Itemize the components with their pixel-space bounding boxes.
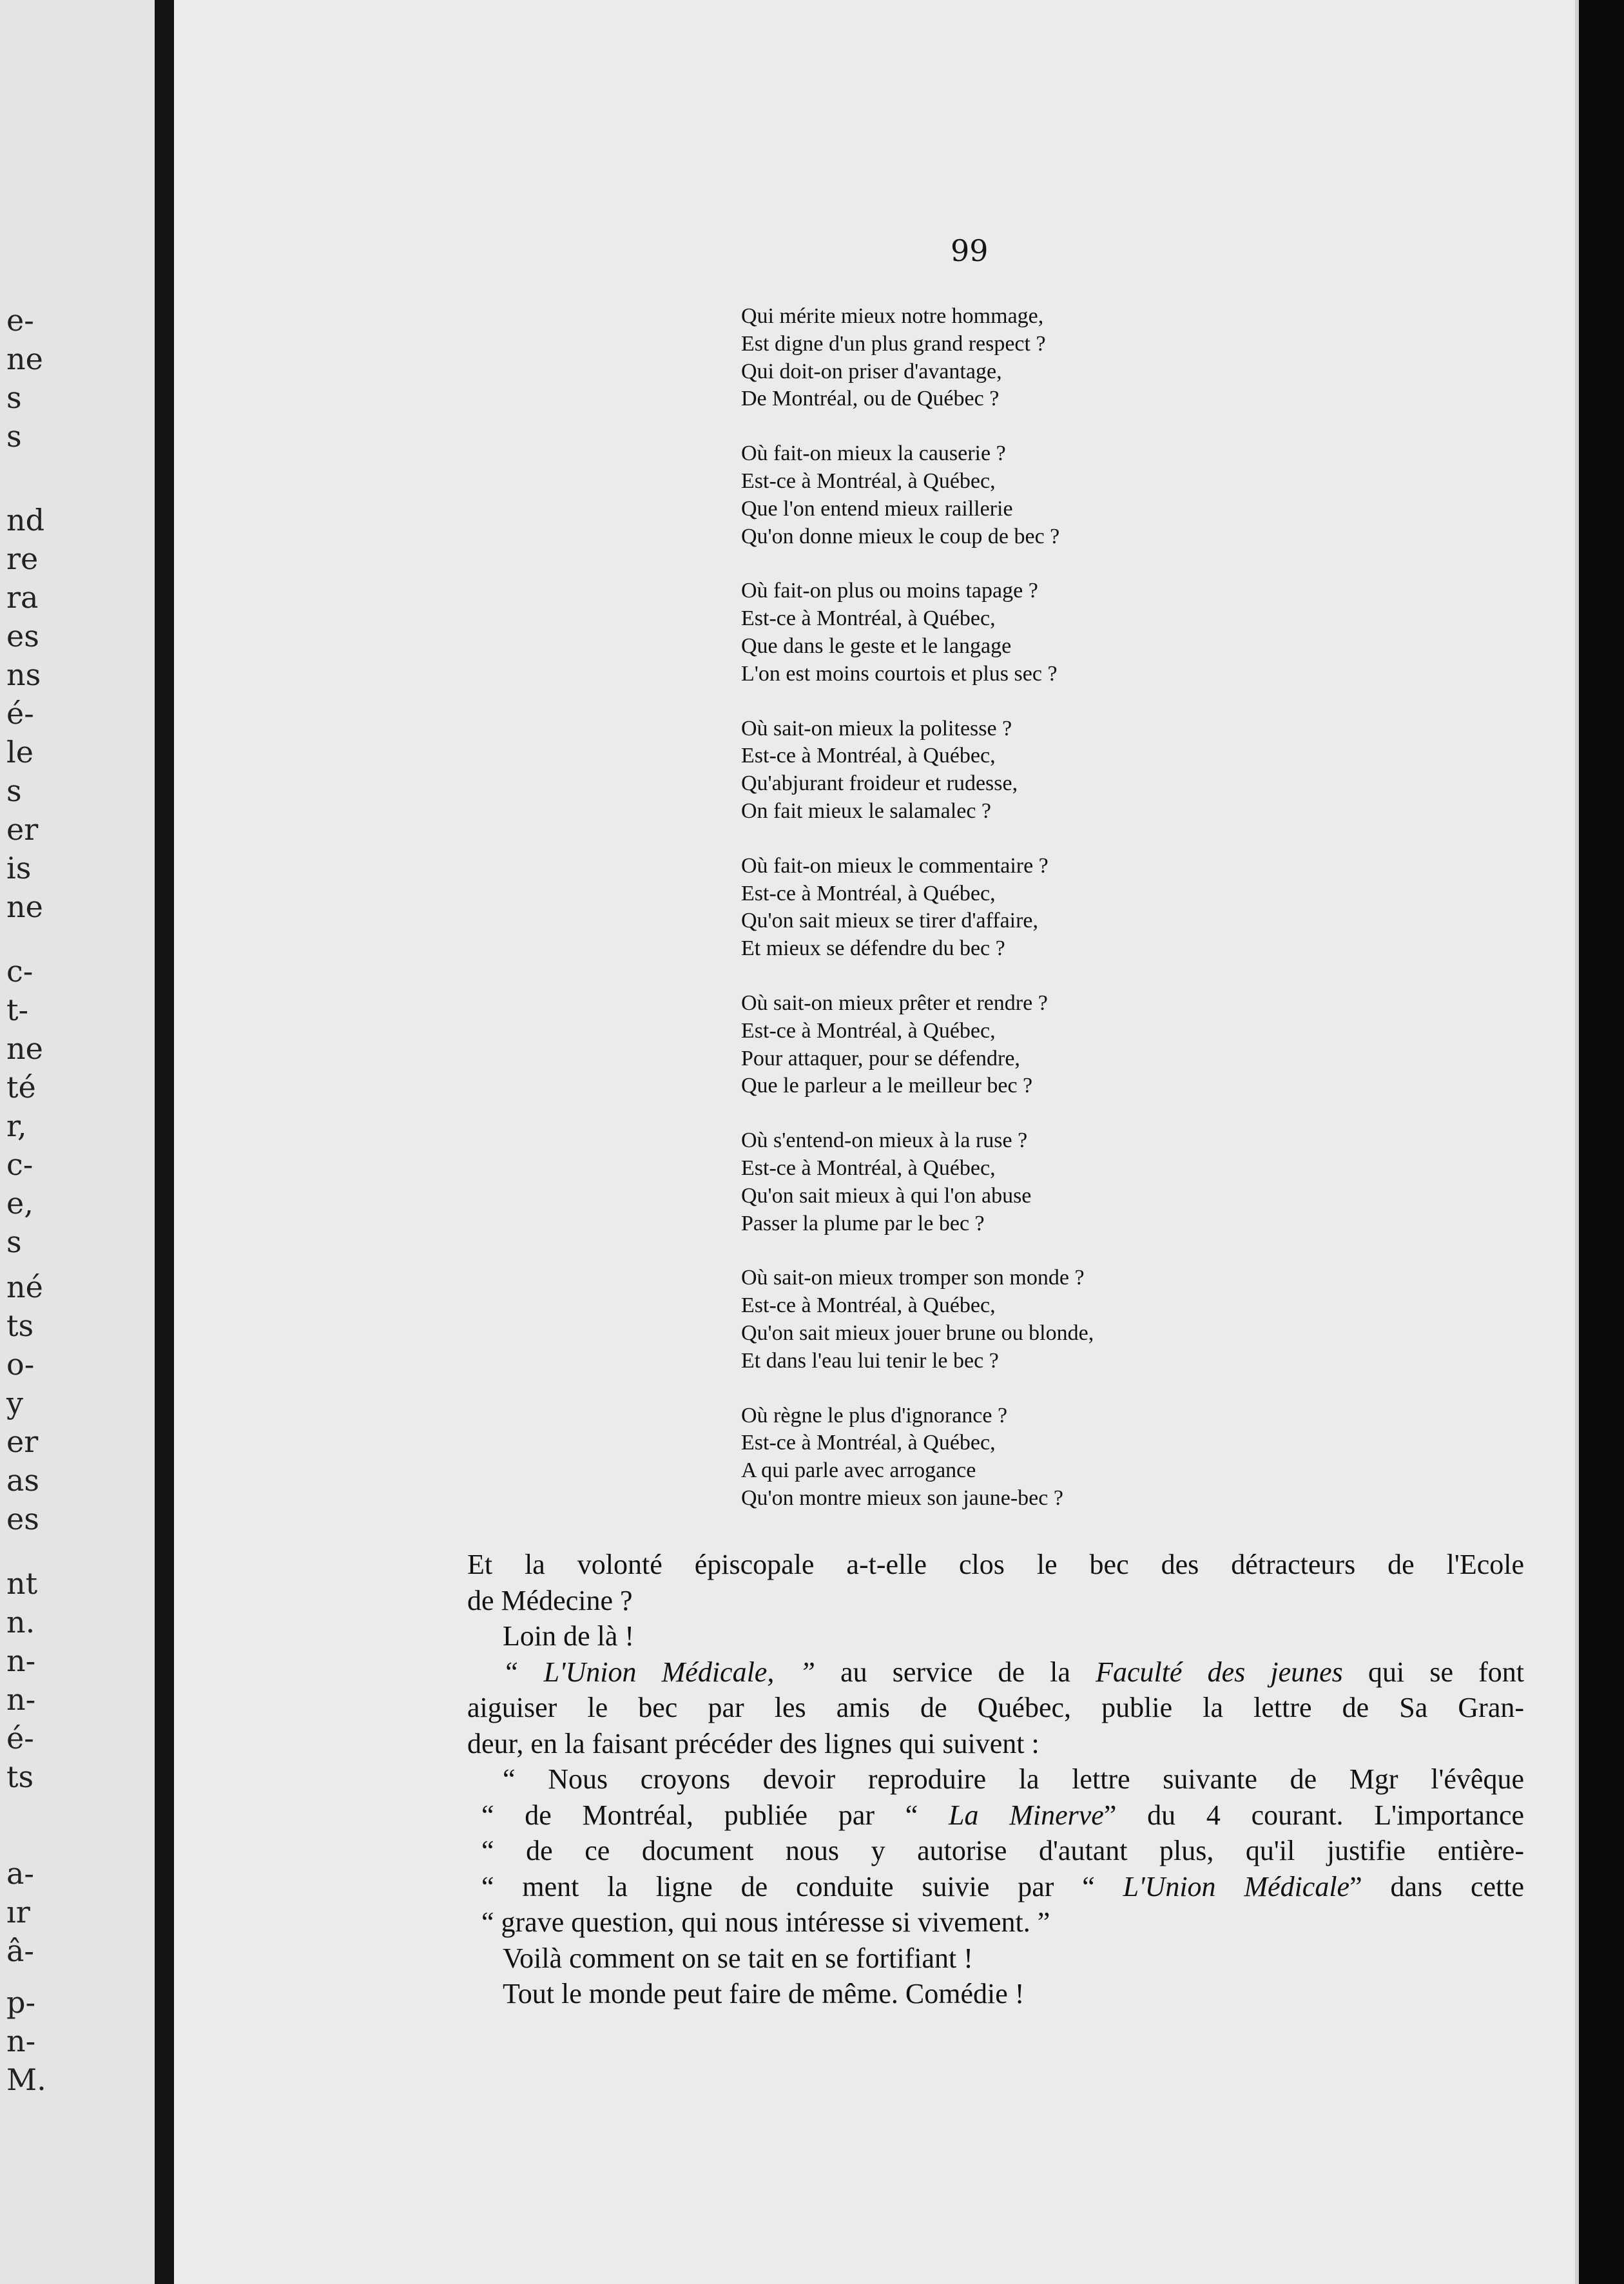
paragraph: Loin de là !	[503, 1620, 635, 1652]
prose-body	[467, 1547, 1524, 2012]
poem-line: Que l'on entend mieux raillerie	[741, 496, 1013, 521]
poem-line: Qu'on sait mieux à qui l'on abuse	[741, 1183, 1032, 1208]
quote-line: “ grave question, qui nous intéresse si vivement. ”	[481, 1906, 1050, 1938]
faculty-name: Faculté des jeunes	[1096, 1656, 1343, 1688]
facing-page-fragment: ır	[6, 1895, 30, 1930]
paragraph-line: deur, en la faisant précéder des lignes qui suivent :	[467, 1727, 1039, 1759]
paragraph-line: de Médecine ?	[467, 1584, 633, 1616]
poem-stanza	[741, 577, 1321, 688]
facing-page-fragment: â-	[6, 1933, 34, 1968]
facing-page-fragment: nt	[6, 1566, 38, 1601]
poem-line: On fait mieux le salamalec ?	[741, 798, 991, 823]
facing-page-fragment: ts	[6, 1759, 34, 1794]
poem-stanza	[741, 1127, 1321, 1237]
poem-line: A qui parle avec arrogance	[741, 1458, 976, 1483]
facing-page-fragment: er	[6, 812, 39, 847]
poem-line: Où sait-on mieux tromper son monde ?	[741, 1266, 1085, 1290]
facing-page-fragment: té	[6, 1070, 36, 1105]
facing-page-fragment: nd	[6, 503, 45, 537]
poem-line: Où règne le plus d'ignorance ?	[741, 1403, 1008, 1428]
facing-page-fragment: M.	[6, 2062, 46, 2097]
facing-page-fragment: ne	[6, 342, 43, 376]
poem-line: Est-ce à Montréal, à Québec,	[741, 1156, 996, 1180]
facing-page-fragment: is	[6, 851, 32, 886]
quote-line: “ de ce document nous y autorise d'autant plus, qu'il justifie entière-	[481, 1835, 1524, 1866]
poem-line: Où fait-on plus ou moins tapage ?	[741, 579, 1038, 603]
facing-page-fragment: ra	[6, 580, 39, 615]
facing-page-fragment: n.	[6, 1605, 35, 1640]
paragraph-line: “ L'Union Médicale, ” au service de la Faculté des jeunes qui se font	[503, 1656, 1524, 1688]
poem-line: Qu'abjurant froideur et rudesse,	[741, 771, 1018, 796]
facing-page-fragment: le	[6, 735, 34, 769]
poem-line: L'on est moins courtois et plus sec ?	[741, 661, 1058, 686]
facing-page-fragment: e,	[6, 1186, 34, 1221]
poem-line: Est-ce à Montréal, à Québec,	[741, 606, 996, 631]
poem-line: Où fait-on mieux le commentaire ?	[741, 853, 1049, 878]
poem-line: De Montréal, ou de Québec ?	[741, 387, 1000, 411]
poem-line: Est-ce à Montréal, à Québec,	[741, 1293, 996, 1318]
facing-page-fragment: re	[6, 541, 39, 576]
poem-line: Est-ce à Montréal, à Québec,	[741, 744, 996, 768]
poem-stanza	[741, 1402, 1321, 1513]
poem-line: Qui mérite mieux notre hommage,	[741, 304, 1044, 328]
poem-stanza	[741, 715, 1321, 826]
facing-page-fragment: a-	[6, 1856, 34, 1891]
poem-line: Que dans le geste et le langage	[741, 634, 1012, 658]
poem	[741, 303, 1321, 1540]
facing-page-fragment: c-	[6, 954, 34, 989]
facing-page-margin	[0, 0, 155, 2284]
poem-line: Qui doit-on priser d'avantage,	[741, 359, 1002, 383]
poem-stanza	[741, 1264, 1321, 1375]
facing-page-fragment: é-	[6, 1721, 34, 1756]
facing-page-fragment: n-	[6, 1643, 36, 1678]
newspaper-name: La Minerve	[949, 1799, 1104, 1831]
paragraph-line: aiguiser le bec par les amis de Québec, publie la lettre de Sa Gran-	[467, 1692, 1524, 1723]
poem-stanza	[741, 990, 1321, 1100]
poem-stanza	[741, 303, 1321, 413]
facing-page-fragment: ne	[6, 889, 43, 924]
poem-line: Est-ce à Montréal, à Québec,	[741, 1431, 996, 1455]
facing-page-fragment: es	[6, 1502, 39, 1536]
page-number: 99	[951, 233, 989, 268]
poem-line: Et mieux se défendre du bec ?	[741, 936, 1005, 961]
facing-page-fragment: es	[6, 619, 39, 653]
newspaper-name: “ L'Union Médicale, ”	[503, 1656, 815, 1688]
newspaper-name: L'Union Médicale	[1123, 1870, 1350, 1902]
paragraph: Voilà comment on se tait en se fortifiant !	[503, 1942, 973, 1974]
paragraph: Tout le monde peut faire de même. Comédie !	[503, 1978, 1025, 2009]
facing-page-fragment: c-	[6, 1147, 34, 1182]
poem-line: Est digne d'un plus grand respect ?	[741, 331, 1046, 356]
poem-line: Qu'on montre mieux son jaune-bec ?	[741, 1486, 1063, 1510]
book-gutter	[155, 0, 174, 2284]
quote-line: “ de Montréal, publiée par “ La Minerve” du 4 courant. L'importance	[481, 1799, 1525, 1831]
poem-line: Où fait-on mieux la causerie ?	[741, 441, 1006, 466]
poem-line: Passer la plume par le bec ?	[741, 1211, 985, 1235]
poem-line: Qu'on donne mieux le coup de bec ?	[741, 524, 1060, 548]
facing-page-fragment: t-	[6, 992, 29, 1027]
facing-page-fragment: y	[6, 1386, 23, 1420]
facing-page-fragment: o-	[6, 1347, 35, 1382]
poem-line: Pour attaquer, pour se défendre,	[741, 1046, 1020, 1070]
facing-page-fragment: ns	[6, 657, 41, 692]
facing-page-fragment: er	[6, 1424, 39, 1459]
poem-stanza	[741, 440, 1321, 550]
poem-line: Que le parleur a le meilleur bec ?	[741, 1074, 1033, 1098]
facing-page-fragment: é-	[6, 696, 34, 731]
poem-stanza	[741, 853, 1321, 963]
facing-page-fragment: as	[6, 1463, 40, 1498]
quote-line: “ ment la ligne de conduite suivie par “ L'Union Médicale” dans cette	[481, 1870, 1524, 1902]
facing-page-fragment: r,	[6, 1108, 27, 1143]
poem-line: Qu'on sait mieux se tirer d'affaire,	[741, 909, 1039, 933]
paragraph-line: Et la volonté épiscopale a-t-elle clos le bec des détracteurs de l'Ecole	[467, 1549, 1524, 1580]
facing-page-fragment: n-	[6, 1682, 36, 1717]
facing-page-fragment: n-	[6, 2024, 36, 2058]
poem-line: Où sait-on mieux prêter et rendre ?	[741, 991, 1048, 1015]
document-page	[174, 0, 1579, 2284]
poem-line: Où sait-on mieux la politesse ?	[741, 716, 1012, 740]
poem-line: Est-ce à Montréal, à Québec,	[741, 1018, 996, 1043]
facing-page-fragment: ts	[6, 1308, 34, 1343]
poem-line: Est-ce à Montréal, à Québec,	[741, 469, 996, 493]
facing-page-fragment: né	[6, 1270, 43, 1304]
facing-page-fragment: s	[6, 1224, 22, 1259]
facing-page-fragment: e-	[6, 303, 34, 338]
poem-line: Où s'entend-on mieux à la ruse ?	[741, 1128, 1028, 1153]
poem-line: Est-ce à Montréal, à Québec,	[741, 881, 996, 905]
facing-page-fragment: p-	[6, 1985, 35, 2020]
facing-page-fragment: s	[6, 773, 22, 808]
facing-page-fragment: s	[6, 380, 22, 415]
poem-line: Qu'on sait mieux jouer brune ou blonde,	[741, 1321, 1094, 1345]
quote-line: “ Nous croyons devoir reproduire la lettre suivante de Mgr l'évêque	[503, 1763, 1524, 1795]
facing-page-fragment: s	[6, 419, 22, 454]
poem-line: Et dans l'eau lui tenir le bec ?	[741, 1348, 999, 1373]
facing-page-fragment: ne	[6, 1031, 43, 1066]
